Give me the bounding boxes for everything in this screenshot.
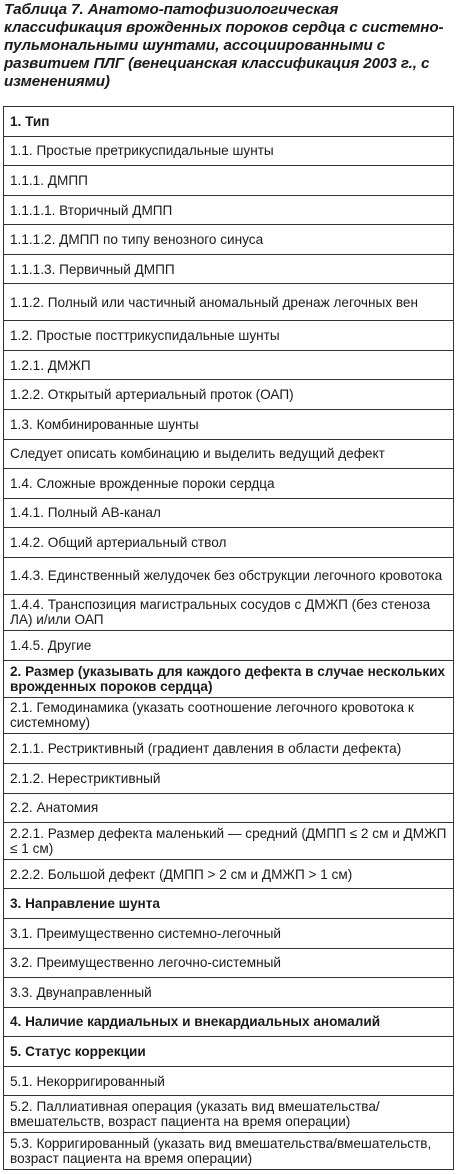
table-cell-text: 2.1. Гемодинамика (указать соотношение легочного кровотока к системному) (10, 700, 414, 731)
table-cell-text: 5.2. Паллиативная операция (указать вид вмешательства/вмешательств, возраст пациента на время операции) (10, 1099, 380, 1130)
table-cell-text: 1.4.4. Транспозиция магистральных сосудов с ДМЖП (без стеноза ЛА) и/или ОАП (10, 597, 431, 628)
table-cell-text: 1.4. Сложные врожденные пороки сердца (10, 475, 275, 491)
table-cell-text: 1.4.2. Общий артериальный ствол (10, 535, 227, 551)
table-row (4, 284, 453, 321)
table-section-header (4, 1008, 453, 1038)
table-row (4, 558, 453, 595)
table-cell-text: 1.1.1.3. Первичный ДМПП (10, 261, 175, 277)
table-cell-text: 1.3. Комбинированные шунты (10, 416, 199, 432)
table-cell-text: 1.4.3. Единственный желудочек без обструкции легочного кровотока (10, 568, 443, 584)
table-row (4, 978, 453, 1008)
table-cell-text: 1.4.5. Другие (10, 638, 92, 654)
table-row (4, 823, 453, 860)
table-cell-text: 1.1. Простые претрикуспидальные шунты (10, 143, 274, 159)
table-row (4, 1067, 453, 1097)
table-section-header (4, 661, 453, 698)
table-row (4, 380, 453, 410)
table-row (4, 440, 453, 470)
table-cell-text: 1.2. Простые посттрикуспидальные шунты (10, 327, 280, 343)
table-cell-text: 3.1. Преимущественно системно-легочный (10, 925, 281, 941)
table-section-header (4, 107, 453, 137)
table-cell-text: 1.1.1.2. ДМПП по типу венозного синуса (10, 232, 264, 248)
table-cell-text: 4. Наличие кардиальных и внекардиальных аномалий (10, 1014, 381, 1030)
table-row (4, 196, 453, 226)
table-section-header (4, 1037, 453, 1067)
table-cell-text: 1. Тип (10, 113, 50, 129)
table-cell-text: 2.1.1. Рестриктивный (градиент давления в области дефекта) (10, 741, 402, 757)
table-cell-text: 1.1.1. ДМПП (10, 172, 88, 188)
table-row (4, 764, 453, 794)
table-row (4, 860, 453, 890)
table-row (4, 1133, 453, 1169)
table-row (4, 949, 453, 979)
table-row (4, 794, 453, 824)
table-cell-text: 2.2.2. Большой дефект (ДМПП > 2 см и ДМЖП > 1 см) (10, 866, 353, 882)
table-cell-text: 3.2. Преимущественно легочно-системный (10, 955, 281, 971)
table-cell-text: 1.4.1. Полный АВ-канал (10, 505, 161, 521)
table-cell-text: 1.2.2. Открытый артериальный проток (ОАП) (10, 387, 294, 403)
table-cell-text: 2. Размер (указывать для каждого дефекта в случае нескольких врожденных пороков сердца) (10, 663, 446, 694)
table-row (4, 255, 453, 285)
table-row (4, 631, 453, 661)
table-cell-text: 1.2.1. ДМЖП (10, 357, 91, 373)
table-row (4, 919, 453, 949)
table-row (4, 734, 453, 764)
table-row (4, 469, 453, 499)
table-row (4, 410, 453, 440)
table-row (4, 595, 453, 632)
table-caption: Таблица 7. Анатомо-патофизиологическая классификация врожденных пороков сердца с системно-пульмональными шунтами, ассоциированными с развитием ПЛГ (венецианская классификация 2003 г., с изменениями) (4, 1, 444, 90)
table-row (4, 1096, 453, 1133)
table-row (4, 137, 453, 167)
table-cell-text: 2.2. Анатомия (10, 800, 99, 816)
table-row (4, 698, 453, 735)
table-section-header (4, 889, 453, 919)
table-cell-text: Следует описать комбинацию и выделить ведущий дефект (10, 446, 385, 462)
table-cell-text: 1.1.2. Полный или частичный аномальный дренаж легочных вен (10, 294, 418, 310)
table-row (4, 528, 453, 558)
table-cell-text: 2.2.1. Размер дефекта маленький — средний (ДМПП ≤ 2 см и ДМЖП ≤ 1 см) (10, 825, 447, 856)
table-cell-text: 5. Статус коррекции (10, 1044, 146, 1060)
table-row (4, 321, 453, 351)
table-row (4, 351, 453, 381)
table-cell-text: 3.3. Двунаправленный (10, 984, 152, 1000)
table-row (4, 166, 453, 196)
table-cell-text: 1.1.1.1. Вторичный ДМПП (10, 202, 173, 218)
table-row (4, 225, 453, 255)
table-cell-text: 5.3. Корригированный (указать вид вмешательства/вмешательств, возраст пациента на время операции) (10, 1136, 432, 1167)
table-cell-text: 3. Направление шунта (10, 896, 160, 912)
table-row (4, 499, 453, 529)
table-cell-text: 2.1.2. Нерестриктивный (10, 770, 161, 786)
classification-table (3, 106, 454, 1170)
table-cell-text: 5.1. Некорригированный (10, 1073, 165, 1089)
